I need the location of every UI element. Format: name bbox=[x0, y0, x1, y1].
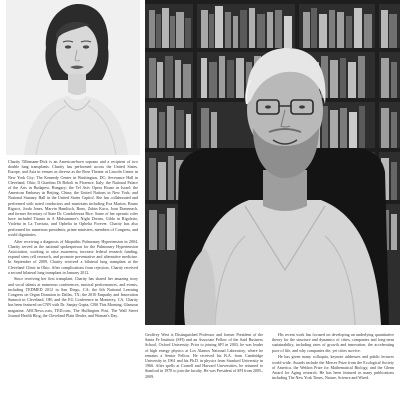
right-bio-column bbox=[272, 332, 394, 400]
portrait-photo-woman bbox=[6, 0, 140, 155]
left-bio-paragraph: Since receiving her first transplant, Charity has shared her amazing story and vocal talents at numerous conferences, musical performances, and events, including TEDMED 2012 in San Diego, CA; the 6th National Learning Congress on Organ Donation in Dallas, TX; the 2010 Empathy and Innovation Summit in Cleveland, OH; and the EG Conference in Monterey, CA. Charity has been featured on CNN with Dr. Sanjay Gupta, CBS This Morning, Glamour magazine, ABCNews.com, TED.com, The Huffington Post, The Wall Street Journal Health Blog, the Cleveland Plain Dealer, and Woman's Day. bbox=[8, 276, 138, 318]
portrait-woman-illustration bbox=[6, 0, 140, 155]
portrait-man-illustration bbox=[145, 0, 400, 325]
left-bio-paragraph: Charity Tillemann-Dick is an American-born soprano and a recipient of two double lung transplants. Charity has performed across the United States, Europe, and Asia in venues as diverse as the Rose Theater at Lincoln Center in New York City; The Kennedy Center in Washington, DC; Severance Hall in Cleveland, Ohio; Il Giardino Di Boboli in Florence, Italy; the National Palace of the Arts in Budapest, Hungary; the Tel Aviv Opera House in Israel; the American Embassy in Beijing, China; the United Nations in New York; and National Statuary Hall in the United States Capitol. She has collaborated and performed with noted conductors and musicians including Eva Marton, Bruno Rigacci, Jorda Jones, Marvin Hamlisch, Bono, Zubin Kucu, Joan Domenach, and former Secretary of State Dr. Condoleezza Rice. Some of her operatic roles have included Titania in A Midsummer's Night Dream, Gilda in Rigoletto, Violetta in La Traviata, and Ophelia in Ophelia Forever. Charity has also performed for numerous presidents, prime ministers, members of Congress, and world dignitaries. bbox=[8, 159, 138, 237]
middle-bio-column bbox=[145, 332, 263, 400]
left-bio-paragraph: After receiving a diagnosis of Idiopathic Pulmonary Hypertension in 2004, Charity served as the national spokesperson for the Pulmonary Hypertension Association, working to raise awareness, increase federal research funding, expand stem cell research, and promote preventative and alternative medicine. In September of 2009, Charity received a bilateral lung transplant at the Cleveland Clinic in Ohio. After complications from rejection, Charity received a second bilateral lung transplant in January 2012. bbox=[8, 238, 138, 275]
right-bio-paragraph: His recent work has focused on developing an underlying quantitative theory for the structure and dynamics of cities, companies and long-term sustainability, including rates of growth and innovation, the accelerating pace of life, and why companies die, yet cities survive. bbox=[272, 332, 394, 353]
left-bio-column bbox=[8, 159, 138, 400]
right-bio-paragraph: He has given many colloquia, keynote addresses and public lectures world-wide. Awards include the Mercer Prize from the Ecological Society of America, the Weldon Prize for Mathematical Biology, and the Glenn Award for Aging research. He has been featured in many publications including The New York Times, Nature, Science and Wired. bbox=[272, 354, 394, 381]
middle-bio-paragraph: Geoffrey West is Distinguished Professor and former President of the Santa Fe Institute (SFI) and an Associate Fellow of the Said Business School, Oxford University. Prior to joining SFI in 2003, he was leader of high energy physics at Los Alamos National Laboratory, where he remains a Senior Fellow. He received his B.A. from Cambridge University in 1961 and his Ph.D. in physics from Stanford University in 1966. After spells at Cornell and Harvard Universities, he returned to Stanford in 1970 to join the faculty. He was President of SFI from 2005–2009. bbox=[145, 332, 263, 379]
portrait-photo-man-library bbox=[145, 0, 400, 325]
